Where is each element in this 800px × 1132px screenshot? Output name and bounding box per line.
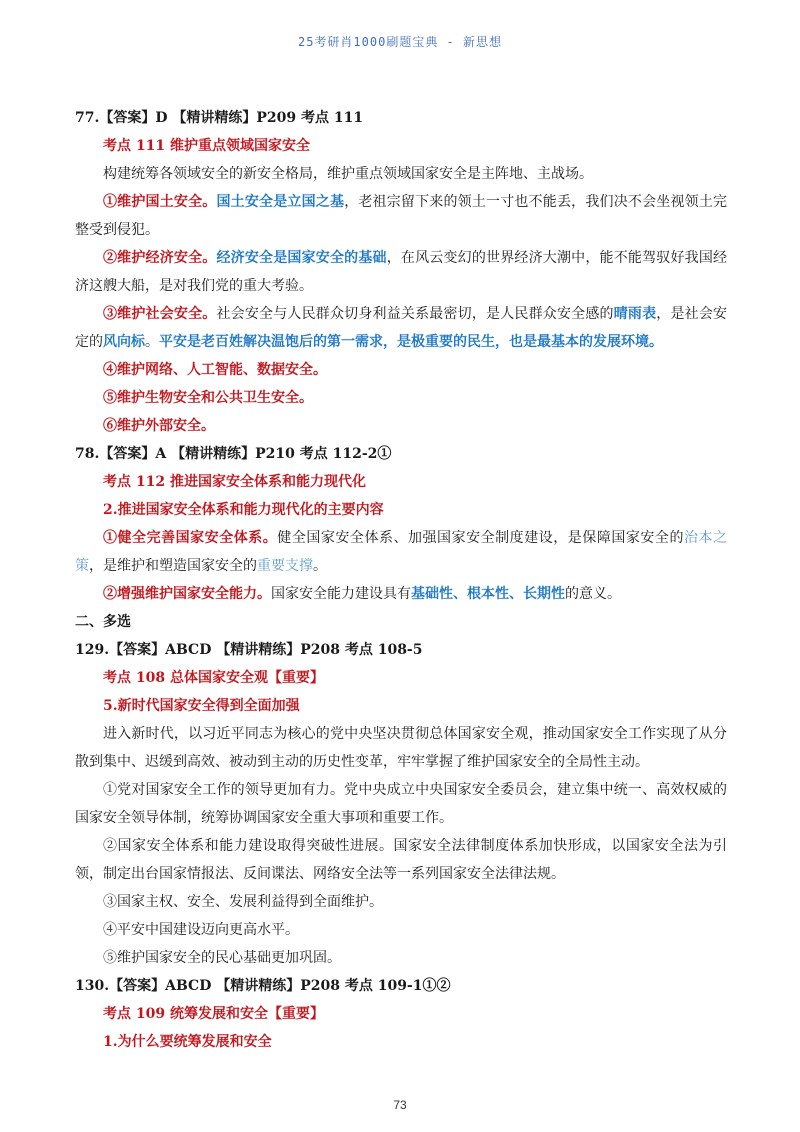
- topic-112-subtitle: 2.推进国家安全体系和能力现代化的主要内容: [103, 502, 384, 518]
- topic-111-point-6: ⑥维护外部安全。: [103, 418, 215, 434]
- topic-108-subtitle: 5.新时代国家安全得到全面加强: [103, 698, 300, 714]
- topic-108-point-5: ⑤维护国家安全的民心基础更加巩固。: [103, 950, 341, 966]
- topic-111-point-2: [75, 244, 727, 300]
- point-label: ②增强维护国家安全能力。: [103, 586, 271, 602]
- topic-108-point-2: ②国家安全体系和能力建设取得突破性进展。国家安全法律制度体系加快形成，以国家安全法为引领，制定出台国家情报法、反间谍法、网络安全法等一系列国家安全法律法规。: [75, 838, 727, 882]
- point-label: ③维护社会安全。: [103, 306, 217, 322]
- topic-108-title: 考点 108 总体国家安全观【重要】: [103, 670, 324, 686]
- topic-111-title: 考点 111 维护重点领域国家安全: [103, 138, 310, 154]
- key-phrase: 治本之策: [75, 530, 728, 574]
- answer-heading-77: 77.【答案】D 【精讲精练】P209 考点 111: [75, 110, 364, 126]
- point-label: ②维护经济安全。: [103, 250, 217, 266]
- key-phrase: 经济安全是国家安全的基础: [216, 250, 387, 266]
- point-text: 国家安全能力建设具有: [271, 586, 411, 602]
- point-label: ①维护国土安全。: [103, 194, 217, 210]
- page-number: 73: [393, 1098, 407, 1112]
- answer-heading-130: 130.【答案】ABCD 【精讲精练】P208 考点 109-1①②: [75, 978, 451, 994]
- answer-heading-129: 129.【答案】ABCD 【精讲精练】P208 考点 108-5: [75, 642, 423, 658]
- point-text: 健全国家安全体系、加强国家安全制度建设，是保障国家安全的: [277, 530, 684, 546]
- topic-112-title: 考点 112 推进国家安全体系和能力现代化: [103, 474, 366, 490]
- topic-108-point-1: ①党对国家安全工作的领导更加有力。党中央成立中央国家安全委员会，建立集中统一、高效权威的国家安全领导体制，统筹协调国家安全重大事项和重要工作。: [75, 782, 727, 826]
- topic-111-point-1: [75, 188, 727, 244]
- topic-111-intro: 构建统筹各领域安全的新安全格局，维护重点领域国家安全是主阵地、主战场。: [103, 166, 593, 182]
- point-text: 的意义。: [565, 586, 621, 602]
- section-heading-multiple-choice: 二、多选: [75, 614, 131, 630]
- key-phrase: 平安是老百姓解决温饱后的第一需求，是极重要的民生，也是最基本的发展环境。: [159, 334, 663, 350]
- point-text: 社会安全与人民群众切身利益关系最密切，是人民群众安全感的: [216, 306, 614, 322]
- topic-112-point-2: [75, 580, 727, 608]
- key-phrase: 国土安全是立国之基: [216, 194, 345, 210]
- key-phrase: 风向标: [103, 334, 145, 350]
- point-text: ，老祖宗留下来的领土一寸也不能丢，我们决不会坐视领土完整受到侵犯。: [75, 194, 728, 238]
- topic-109-title: 考点 109 统筹发展和安全【重要】: [103, 1006, 324, 1022]
- topic-109-subtitle: 1.为什么要统筹发展和安全: [103, 1034, 272, 1050]
- point-text: 。: [313, 558, 327, 574]
- topic-111-point-5: ⑤维护生物安全和公共卫生安全。: [103, 390, 313, 406]
- topic-111-point-3: [75, 300, 727, 356]
- running-header: 25考研肖1000刷题宝典 - 新思想: [297, 35, 503, 49]
- key-phrase: 基础性、根本性、长期性: [411, 586, 565, 602]
- key-phrase: 晴雨表: [613, 306, 657, 322]
- topic-112-point-1: [75, 524, 727, 580]
- topic-108-intro: 进入新时代，以习近平同志为核心的党中央坚决贯彻总体国家安全观，推动国家安全工作实现了从分散到集中、迟缓到高效、被动到主动的历史性变革，牢牢掌握了维护国家安全的全局性主动。: [75, 726, 727, 770]
- topic-108-point-4: ④平安中国建设迈向更高水平。: [103, 922, 299, 938]
- answer-heading-78: 78.【答案】A 【精讲精练】P210 考点 112-2①: [75, 446, 392, 462]
- point-label: ①健全完善国家安全体系。: [103, 530, 278, 546]
- topic-111-point-4: ④维护网络、人工智能、数据安全。: [103, 362, 327, 378]
- key-phrase: 重要支撑: [257, 558, 313, 574]
- point-text: 。: [145, 334, 159, 350]
- point-text: ，是维护和塑造国家安全的: [89, 558, 257, 574]
- topic-108-point-3: ③国家主权、安全、发展利益得到全面维护。: [103, 894, 383, 910]
- point-text: ，是社会安定的: [75, 306, 728, 350]
- point-text: ，在风云变幻的世界经济大潮中，能不能驾驭好我国经济这艘大船，是对我们党的重大考验。: [75, 250, 728, 294]
- page-content: [75, 104, 727, 1056]
